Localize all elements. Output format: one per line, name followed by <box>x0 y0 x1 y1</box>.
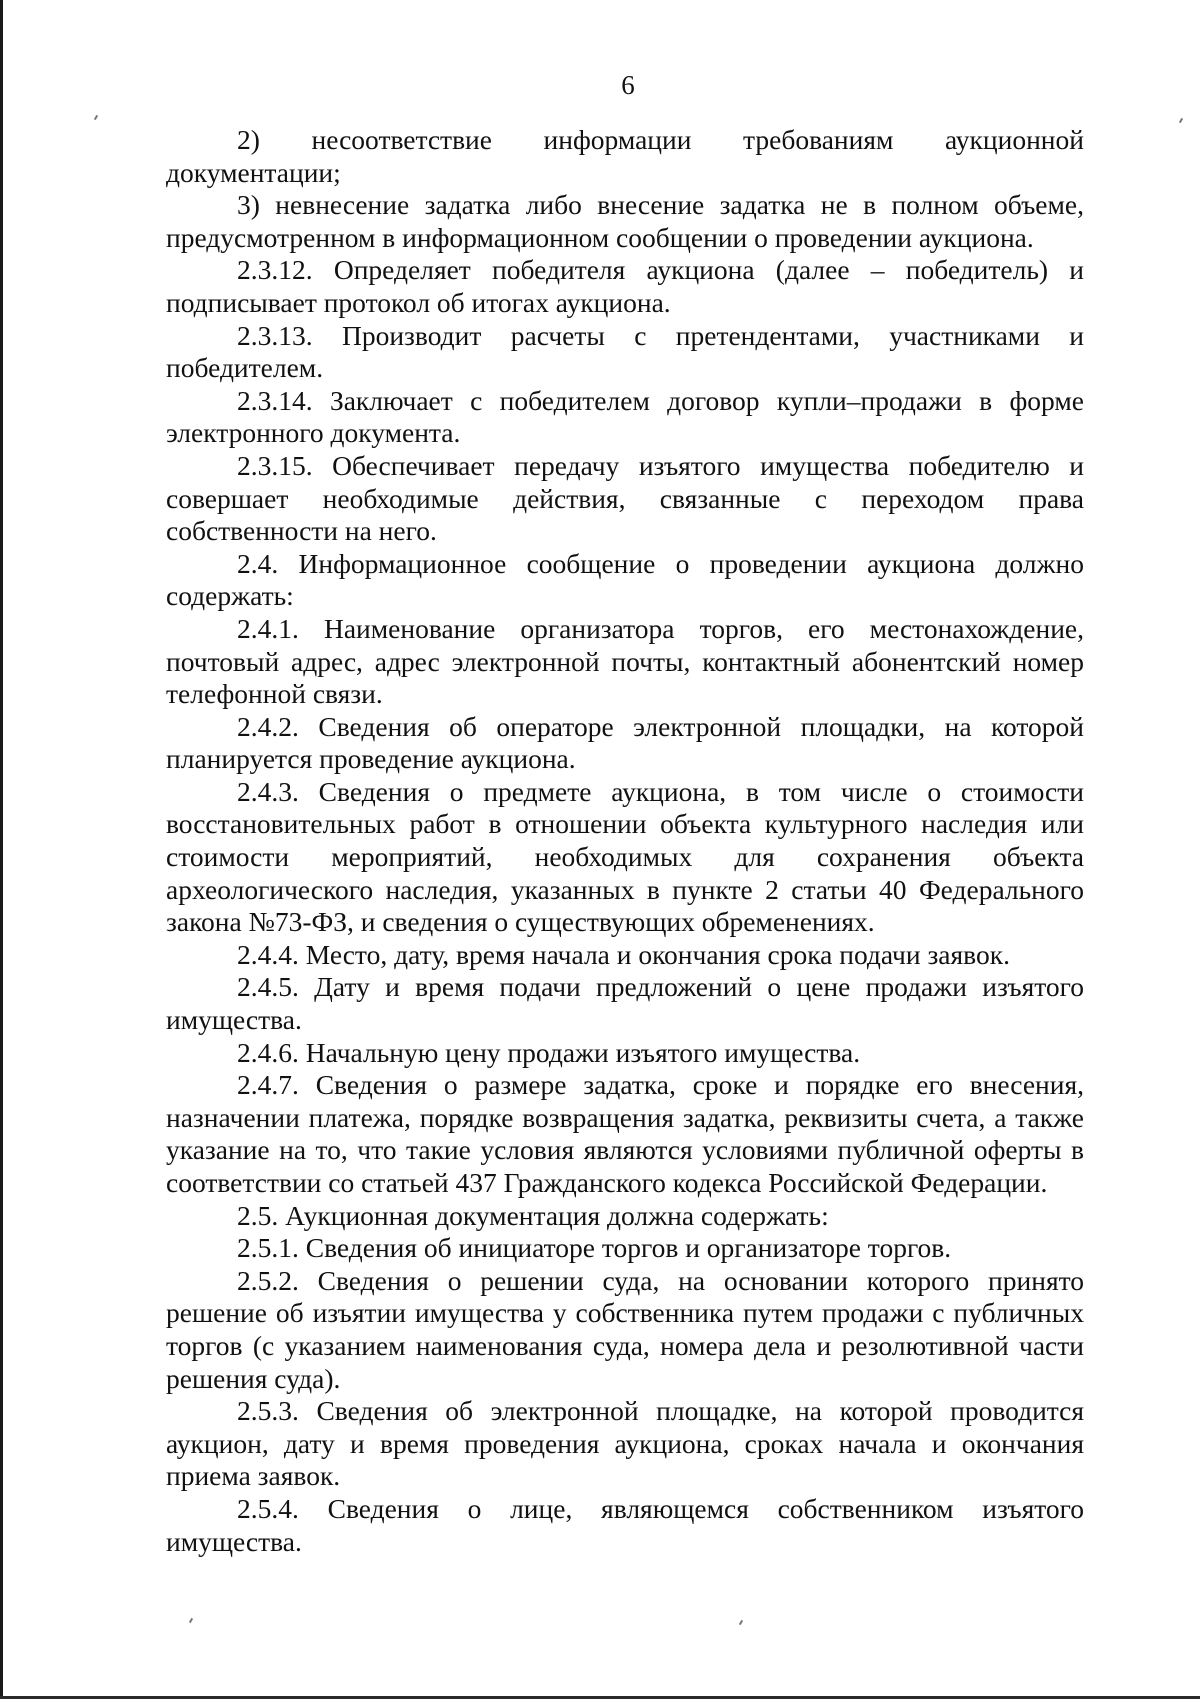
paragraph: 2.3.14. Заключает с победителем договор купли–продажи в форме электронного документа. <box>166 384 1084 449</box>
scan-speck <box>94 115 98 120</box>
paragraph: 2.4.2. Сведения об операторе электронной площадки, на которой планируется проведение аукциона. <box>166 710 1084 775</box>
paragraph: 2.5.1. Сведения об инициаторе торгов и организаторе торгов. <box>237 1232 952 1264</box>
paragraph: 2.4.3. Сведения о предмете аукциона, в том числе о стоимости восстановительных работ в отношении объекта культурного наследия или стоимости мероприятий, необходимых для сохранения объекта археологического наследия, указанных в пункте 2 статьи 40 Федерального закона №73-ФЗ, и сведения о существующих обременениях. <box>166 775 1084 938</box>
paragraph: 2.4.1. Наименование организатора торгов, его местонахождение, почтовый адрес, адрес электронной почты, контактный абонентский номер телефонной связи. <box>166 612 1084 710</box>
paragraph: 2.5.3. Сведения об электронной площадке, на которой проводится аукцион, дату и время проведения аукциона, сроках начала и окончания приема заявок. <box>166 1395 1084 1492</box>
paragraph: 2.4. Информационное сообщение о проведении аукциона должно содержать: <box>166 547 1084 612</box>
paragraph: 2.4.7. Сведения о размере задатка, сроке и порядке его внесения, назначении платежа, порядке возвращения задатка, реквизиты счета, а также указание на то, что такие условия являются условиями публичной оферты в соответствии со статьей 437 Гражданского кодекса Российской Федерации. <box>166 1069 1084 1198</box>
document-body <box>166 124 1084 1558</box>
page-number: 6 <box>621 70 635 100</box>
paragraph: 2.5. Аукционная документация должна содержать: <box>237 1199 829 1231</box>
paragraph: 2.5.2. Сведения о решении суда, на основании которого принято решение об изъятии имущества у собственника путем продажи с публичных торгов (с указанием наименования суда, номера дела и резолютивной части решения суда). <box>166 1264 1084 1394</box>
paragraph: 2.5.4. Сведения о лице, являющемся собственником изъятого имущества. <box>166 1492 1084 1557</box>
paragraph: 2.4.6. Начальную цену продажи изъятого имущества. <box>237 1036 861 1068</box>
paragraph: 2.3.12. Определяет победителя аукциона (далее – победитель) и подписывает протокол об итогах аукциона. <box>166 254 1084 318</box>
paragraph: 2.4.4. Место, дату, время начала и окончания срока подачи заявок. <box>237 938 1010 970</box>
scan-speck <box>1179 118 1183 123</box>
paragraph: 3) невнесение задатка либо внесение задатка не в полном объеме, предусмотренном в информационном сообщении о проведении аукциона. <box>166 189 1084 253</box>
scan-speck <box>739 1620 743 1625</box>
page-left-edge <box>0 0 3 1699</box>
paragraph: 2.4.5. Дату и время подачи предложений о цене продажи изъятого имущества. <box>166 971 1084 1036</box>
paragraph: 2.3.13. Производит расчеты с претендентами, участниками и победителем. <box>166 319 1084 384</box>
paragraph: 2) несоответствие информации требованиям аукционной документации; <box>166 124 1084 188</box>
scan-speck <box>189 1618 193 1623</box>
paragraph: 2.3.15. Обеспечивает передачу изъятого имущества победителю и совершает необходимые действия, связанные с переходом права собственности на него. <box>166 449 1084 547</box>
